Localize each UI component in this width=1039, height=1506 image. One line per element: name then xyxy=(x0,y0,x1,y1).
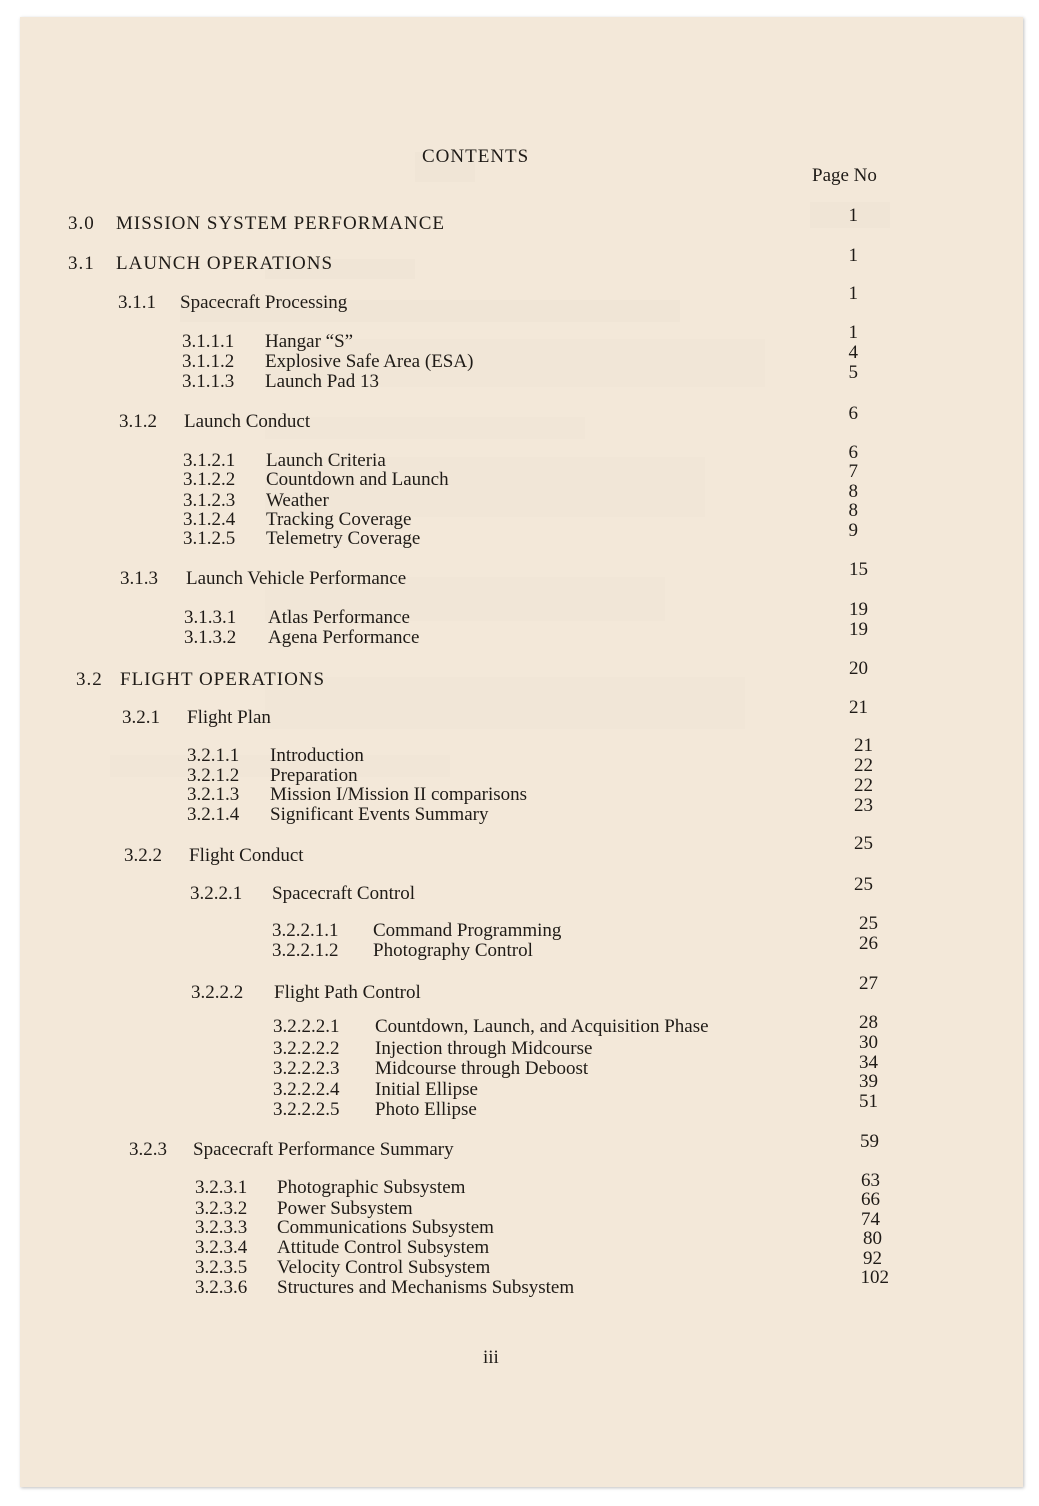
toc-entry-page: 6 xyxy=(848,442,858,463)
toc-entry-page: 8 xyxy=(848,500,858,521)
toc-entry-page: 1 xyxy=(848,283,858,304)
toc-entry-page: 22 xyxy=(854,755,873,776)
toc-entry-number: 3.1.2.2 xyxy=(183,469,236,490)
toc-entry-number: 3.1.2.5 xyxy=(183,528,236,549)
toc-entry-title: Launch Vehicle Performance xyxy=(186,568,407,589)
toc-entry-page: 7 xyxy=(848,461,858,482)
toc-entry-title: Countdown and Launch xyxy=(266,469,449,490)
toc-entry-title: Initial Ellipse xyxy=(375,1079,478,1100)
toc-entry-number: 3.2.2 xyxy=(124,845,162,866)
toc-entry-page: 26 xyxy=(859,933,878,954)
toc-entry-title: Introduction xyxy=(270,745,364,766)
toc-entry-page: 39 xyxy=(859,1071,878,1092)
toc-entry-number: 3.2.3.1 xyxy=(195,1177,248,1198)
toc-entry-number: 3.1.3 xyxy=(120,568,158,589)
toc-entry-page: 25 xyxy=(854,833,873,854)
toc-entry-page: 30 xyxy=(859,1032,878,1053)
toc-entry-page: 23 xyxy=(854,795,873,816)
toc-entry-number: 3.2.1.1 xyxy=(187,745,240,766)
toc-entry-page: 51 xyxy=(859,1091,878,1112)
toc-entry-page: 25 xyxy=(854,874,873,895)
toc-entry-number: 3.2.3.3 xyxy=(195,1217,248,1238)
toc-entry-page: 1 xyxy=(848,245,858,266)
toc-entry-page: 102 xyxy=(860,1267,889,1288)
toc-entry-title: Photographic Subsystem xyxy=(277,1177,466,1198)
toc-entry-number: 3.2.2.2 xyxy=(191,982,244,1003)
toc-entry-title: Explosive Safe Area (ESA) xyxy=(265,351,474,372)
toc-entry-number: 3.2 xyxy=(76,669,103,690)
toc-entry-page: 9 xyxy=(848,520,858,541)
toc-entry-title: Hangar “S” xyxy=(265,331,354,352)
toc-entry-title: Command Programming xyxy=(373,920,562,941)
toc-entry-number: 3.1 xyxy=(68,253,95,274)
toc-entry-title: Velocity Control Subsystem xyxy=(277,1257,491,1278)
toc-entry-number: 3.2.2.1 xyxy=(190,883,243,904)
toc-entry-page: 6 xyxy=(848,403,858,424)
page-number-header: Page No xyxy=(812,165,877,186)
toc-entry-title: Photography Control xyxy=(373,940,533,961)
toc-entry-title: Agena Performance xyxy=(268,627,420,648)
toc-entry-number: 3.2.3.6 xyxy=(195,1277,248,1298)
toc-entry-number: 3.2.2.2.3 xyxy=(273,1058,340,1079)
toc-entry-page: 21 xyxy=(849,697,868,718)
toc-entry-title: Photo Ellipse xyxy=(375,1099,477,1120)
toc-entry-title: MISSION SYSTEM PERFORMANCE xyxy=(116,213,446,234)
toc-entry-page: 5 xyxy=(848,362,858,383)
toc-entry-number: 3.2.3.4 xyxy=(195,1237,248,1258)
toc-entry-number: 3.1.1 xyxy=(118,292,156,313)
toc-entry-page: 74 xyxy=(861,1209,880,1230)
toc-entry-page: 19 xyxy=(849,599,868,620)
toc-entry-page: 20 xyxy=(849,658,868,679)
toc-entry-title: Spacecraft Performance Summary xyxy=(193,1139,454,1160)
toc-entry-title: Countdown, Launch, and Acquisition Phase xyxy=(375,1016,709,1037)
toc-entry-title: Telemetry Coverage xyxy=(266,528,421,549)
toc-entry-page: 22 xyxy=(854,775,873,796)
toc-entry-number: 3.2.1.3 xyxy=(187,784,240,805)
toc-entry-number: 3.2.1.4 xyxy=(187,804,240,825)
toc-entry-title: Weather xyxy=(266,490,329,511)
toc-entry-title: Injection through Midcourse xyxy=(375,1038,593,1059)
toc-entry-number: 3.1.1.2 xyxy=(182,351,235,372)
toc-entry-title: Launch Criteria xyxy=(266,450,386,471)
toc-entry-number: 3.2.3.5 xyxy=(195,1257,248,1278)
toc-entry-number: 3.1.2.3 xyxy=(183,490,236,511)
toc-entry-title: Atlas Performance xyxy=(268,607,410,628)
toc-entry-title: Launch Pad 13 xyxy=(265,371,379,392)
toc-entry-number: 3.1.3.2 xyxy=(184,627,237,648)
page-footer-number: iii xyxy=(483,1347,499,1368)
toc-entry-number: 3.2.2.1.2 xyxy=(272,940,339,961)
toc-entry-page: 25 xyxy=(859,913,878,934)
toc-entry-number: 3.2.2.2.5 xyxy=(273,1099,340,1120)
toc-entry-number: 3.0 xyxy=(68,213,95,234)
toc-entry-title: Significant Events Summary xyxy=(270,804,489,825)
toc-entry-title: Structures and Mechanisms Subsystem xyxy=(277,1277,575,1298)
toc-entry-number: 3.1.1.1 xyxy=(182,331,235,352)
toc-entry-title: Spacecraft Processing xyxy=(180,292,348,313)
toc-entry-title: Tracking Coverage xyxy=(266,509,412,530)
toc-entry-title: FLIGHT OPERATIONS xyxy=(120,669,326,690)
toc-entry-title: Midcourse through Deboost xyxy=(375,1058,589,1079)
toc-entry-title: Launch Conduct xyxy=(184,411,311,432)
toc-entry-number: 3.2.1 xyxy=(122,707,160,728)
toc-entry-page: 80 xyxy=(863,1228,882,1249)
toc-entry-number: 3.1.2 xyxy=(119,411,157,432)
toc-entry-page: 92 xyxy=(863,1248,882,1269)
toc-entry-title: Flight Plan xyxy=(187,707,271,728)
toc-title: CONTENTS xyxy=(422,146,530,167)
toc-entry-number: 3.1.1.3 xyxy=(182,371,235,392)
toc-entry-page: 28 xyxy=(859,1012,878,1033)
toc-entry-title: Spacecraft Control xyxy=(272,883,415,904)
toc-entry-page: 27 xyxy=(859,973,878,994)
document-page xyxy=(20,17,1023,1487)
toc-entry-page: 4 xyxy=(848,342,858,363)
toc-entry-title: Flight Conduct xyxy=(189,845,304,866)
toc-entry-page: 1 xyxy=(848,205,858,226)
toc-entry-page: 1 xyxy=(848,322,858,343)
toc-entry-number: 3.2.2.2.2 xyxy=(273,1038,340,1059)
toc-entry-number: 3.1.2.1 xyxy=(183,450,236,471)
toc-entry-title: LAUNCH OPERATIONS xyxy=(116,253,334,274)
toc-entry-number: 3.1.3.1 xyxy=(184,607,237,628)
toc-entry-page: 63 xyxy=(861,1170,880,1191)
toc-entry-number: 3.2.3 xyxy=(129,1139,167,1160)
toc-entry-title: Mission I/Mission II comparisons xyxy=(270,784,528,805)
toc-entry-title: Preparation xyxy=(270,765,358,786)
toc-entry-page: 21 xyxy=(854,735,873,756)
toc-entry-number: 3.2.3.2 xyxy=(195,1198,248,1219)
toc-entry-number: 3.2.2.2.1 xyxy=(273,1016,340,1037)
toc-entry-page: 8 xyxy=(848,481,858,502)
toc-entry-number: 3.2.2.2.4 xyxy=(273,1079,340,1100)
toc-entry-page: 34 xyxy=(859,1052,878,1073)
toc-entry-title: Attitude Control Subsystem xyxy=(277,1237,490,1258)
toc-entry-page: 15 xyxy=(849,559,868,580)
toc-entry-page: 59 xyxy=(860,1131,879,1152)
toc-entry-page: 66 xyxy=(861,1189,880,1210)
toc-entry-number: 3.2.2.1.1 xyxy=(272,920,339,941)
toc-entry-title: Communications Subsystem xyxy=(277,1217,494,1238)
toc-entry-number: 3.1.2.4 xyxy=(183,509,236,530)
toc-entry-page: 19 xyxy=(849,619,868,640)
toc-entry-title: Flight Path Control xyxy=(274,982,421,1003)
toc-entry-number: 3.2.1.2 xyxy=(187,765,240,786)
toc-entry-title: Power Subsystem xyxy=(277,1198,413,1219)
